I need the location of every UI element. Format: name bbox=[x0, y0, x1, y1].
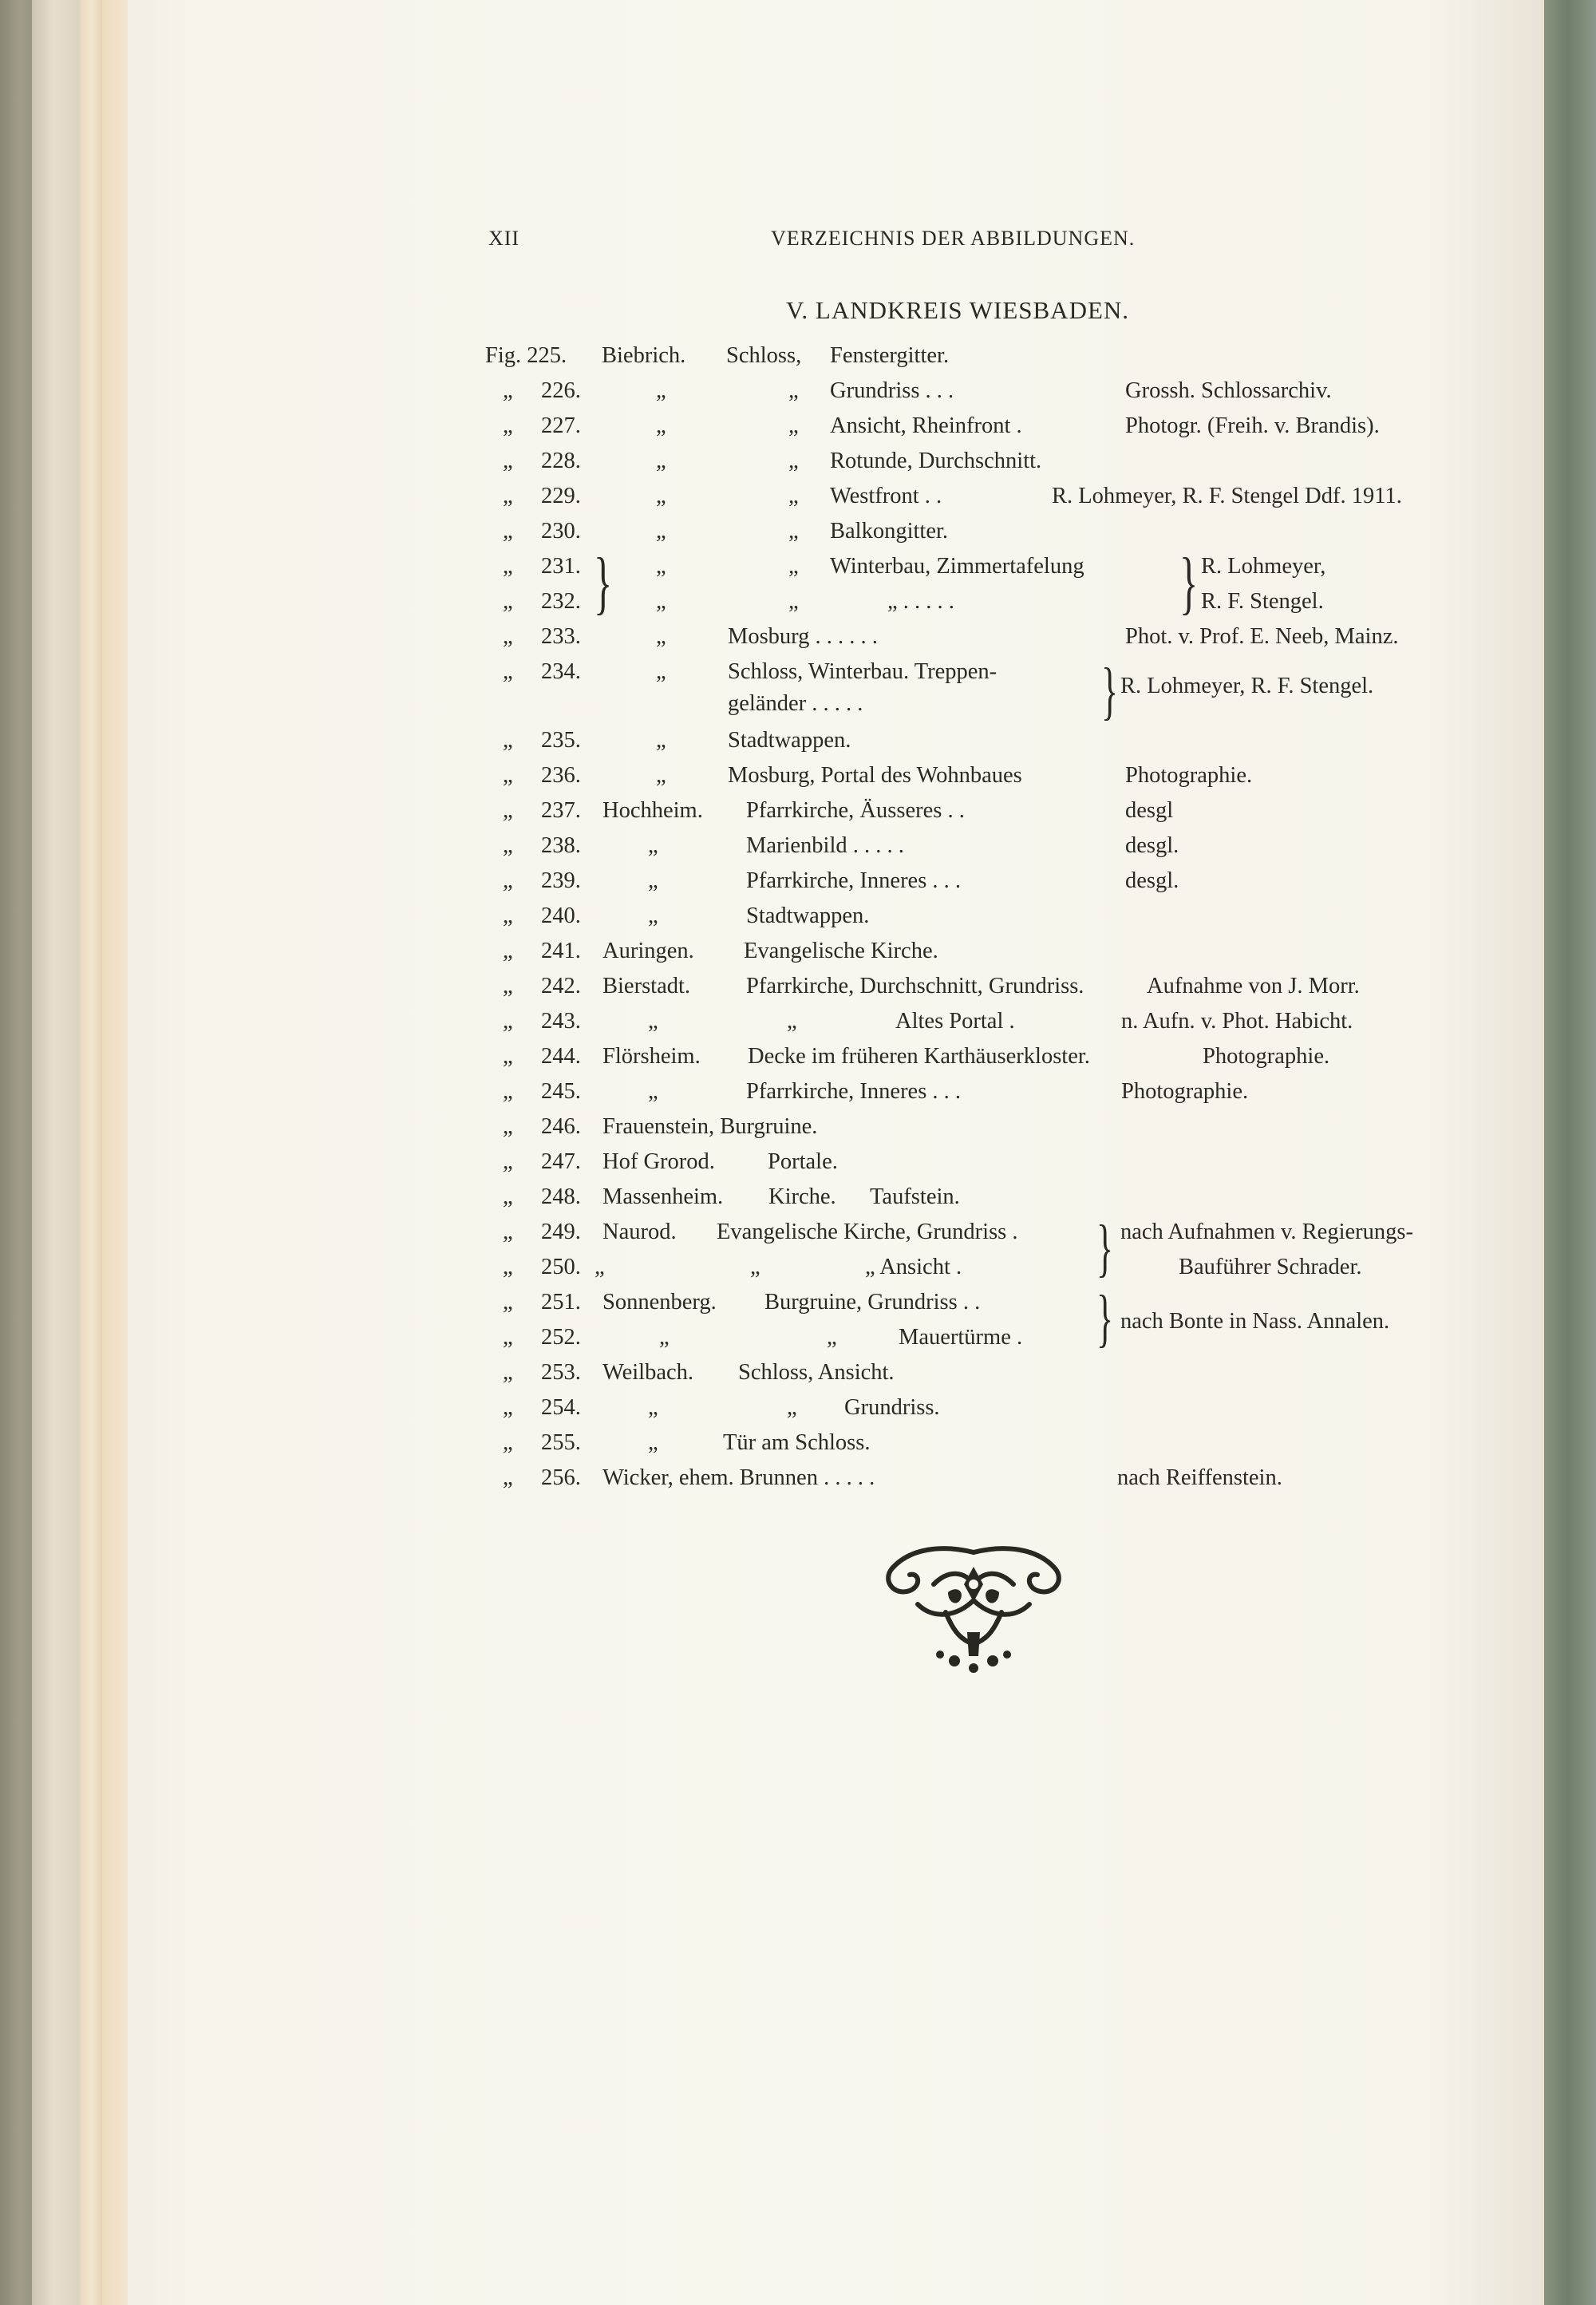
ditto-mark: „ bbox=[503, 763, 513, 788]
ditto-mark: „ bbox=[656, 624, 666, 649]
object-name: Tür am Schloss. bbox=[723, 1430, 871, 1455]
running-title: VERZEICHNIS DER ABBILDUNGEN. bbox=[771, 227, 1136, 250]
figure-description: Grundriss. bbox=[844, 1395, 940, 1420]
figure-number: 245. bbox=[541, 1079, 581, 1104]
ditto-mark: „ bbox=[656, 413, 666, 438]
ditto-mark: „ bbox=[648, 1079, 658, 1104]
object-name: Kirche. bbox=[768, 1184, 836, 1209]
image-credit: desgl bbox=[1125, 798, 1174, 823]
ditto-mark: „ bbox=[503, 519, 513, 544]
figure-number: 236. bbox=[541, 763, 581, 788]
ditto-mark: „ bbox=[503, 1184, 513, 1209]
object-name: Schloss, Winterbau. Treppen- bbox=[728, 659, 998, 684]
figure-description: Taufstein. bbox=[870, 1184, 960, 1209]
object-name: Pfarrkirche, Durchschnitt, Grundriss. bbox=[746, 974, 1084, 998]
figure-description: „ . . . . . bbox=[887, 589, 954, 614]
book-cover-edge-right bbox=[1540, 0, 1596, 2305]
page-number: XII bbox=[488, 227, 520, 250]
ditto-mark: „ bbox=[503, 589, 513, 614]
ditto-mark: „ bbox=[503, 728, 513, 753]
figure-number: 250. bbox=[541, 1255, 581, 1279]
ditto-mark: „ bbox=[503, 1114, 513, 1139]
figure-number: 226. bbox=[541, 378, 581, 403]
place-name: Hof Grorod. bbox=[602, 1149, 715, 1174]
ditto-mark: „ bbox=[503, 484, 513, 508]
object-name: Marienbild . . . . . bbox=[746, 833, 904, 858]
figure-number: 227. bbox=[541, 413, 581, 438]
image-credit: Photographie. bbox=[1203, 1044, 1330, 1069]
place-name: Weilbach. bbox=[602, 1360, 694, 1385]
ditto-mark: „ bbox=[648, 1009, 658, 1034]
ditto-mark: „ bbox=[503, 1044, 513, 1069]
ditto-mark: „ bbox=[503, 1149, 513, 1174]
ditto-mark: „ bbox=[656, 449, 666, 473]
figure-number: 253. bbox=[541, 1360, 581, 1385]
ditto-mark: „ bbox=[788, 449, 799, 473]
place-name: Biebrich. bbox=[602, 343, 686, 368]
place-name: Hochheim. bbox=[602, 798, 703, 823]
figure-number: 256. bbox=[541, 1465, 581, 1490]
object-name: Pfarrkirche, Inneres . . . bbox=[746, 868, 962, 893]
image-credit: desgl. bbox=[1125, 868, 1179, 893]
figure-number: 246. bbox=[541, 1114, 581, 1139]
section-title: V. LANDKREIS WIESBADEN. bbox=[786, 296, 1130, 324]
ditto-mark: „ bbox=[750, 1255, 760, 1279]
figure-number: 233. bbox=[541, 624, 581, 649]
object-name: Evangelische Kirche. bbox=[744, 939, 938, 963]
ditto-mark: „ bbox=[503, 1009, 513, 1034]
figure-number: 249. bbox=[541, 1220, 581, 1244]
figure-number: 231. bbox=[541, 554, 581, 579]
object-name: Pfarrkirche, Inneres . . . bbox=[746, 1079, 962, 1104]
ditto-mark: „ bbox=[503, 1325, 513, 1350]
figure-number: 240. bbox=[541, 903, 581, 928]
image-credit: Phot. v. Prof. E. Neeb, Mainz. bbox=[1125, 624, 1399, 649]
figure-description: geländer . . . . . bbox=[728, 691, 863, 716]
object-name: Burgruine, Grundriss . . bbox=[764, 1290, 981, 1315]
ditto-mark: „ bbox=[656, 763, 666, 788]
ditto-mark: „ bbox=[827, 1325, 837, 1350]
ditto-mark: „ bbox=[648, 903, 658, 928]
image-credit: nach Reiffenstein. bbox=[1117, 1465, 1282, 1490]
figure-number: 248. bbox=[541, 1184, 581, 1209]
figure-number: 244. bbox=[541, 1044, 581, 1069]
ditto-mark: „ bbox=[656, 519, 666, 544]
ditto-mark: „ bbox=[503, 1290, 513, 1315]
image-credit: nach Aufnahmen v. Regierungs- bbox=[1120, 1220, 1413, 1244]
image-credit: Photographie. bbox=[1125, 763, 1253, 788]
ditto-mark: „ bbox=[503, 1220, 513, 1244]
figure-description: Mauertürme . bbox=[899, 1325, 1023, 1350]
image-credit: n. Aufn. v. Phot. Habicht. bbox=[1121, 1009, 1353, 1034]
place-name: Frauenstein, Burgruine. bbox=[602, 1114, 818, 1139]
object-name: Schloss, Ansicht. bbox=[738, 1360, 895, 1385]
figure-number: 252. bbox=[541, 1325, 581, 1350]
image-credit: Grossh. Schlossarchiv. bbox=[1125, 378, 1332, 403]
object-name: Decke im früheren Karthäuserkloster. bbox=[748, 1044, 1090, 1069]
ditto-mark: „ bbox=[503, 833, 513, 858]
object-name: Schloss, bbox=[726, 343, 802, 368]
ditto-mark: „ bbox=[503, 413, 513, 438]
ditto-mark: „ bbox=[656, 728, 666, 753]
place-name: Naurod. bbox=[602, 1220, 677, 1244]
ornament-vignette-icon bbox=[878, 1536, 1069, 1676]
brace-right: } bbox=[1096, 1283, 1114, 1354]
image-credit: R. F. Stengel. bbox=[1201, 589, 1324, 614]
brace-right: } bbox=[1101, 656, 1119, 726]
ditto-mark: „ bbox=[656, 659, 666, 684]
place-name: Massenheim. bbox=[602, 1184, 724, 1209]
ditto-mark: „ bbox=[788, 519, 799, 544]
figure-description: Ansicht, Rheinfront . bbox=[830, 413, 1022, 438]
ditto-mark: „ bbox=[503, 939, 513, 963]
figure-number: 230. bbox=[541, 519, 581, 544]
figure-number: 254. bbox=[541, 1395, 581, 1420]
image-credit: R. Lohmeyer, bbox=[1201, 554, 1326, 579]
brace-right: } bbox=[1179, 544, 1199, 622]
image-credit: R. Lohmeyer, R. F. Stengel. bbox=[1120, 674, 1374, 698]
ditto-mark: „ bbox=[503, 554, 513, 579]
ditto-mark: „ bbox=[503, 1255, 513, 1279]
ditto-mark: „ bbox=[656, 378, 666, 403]
figure-description: Westfront . . bbox=[830, 484, 942, 508]
image-credit: Aufnahme von J. Morr. bbox=[1147, 974, 1360, 998]
ditto-mark: „ bbox=[656, 484, 666, 508]
figure-number: 241. bbox=[541, 939, 581, 963]
figure-description: Fenstergitter. bbox=[830, 343, 950, 368]
book-cover-edge bbox=[0, 0, 32, 2305]
ditto-mark: „ bbox=[787, 1395, 797, 1420]
ditto-mark: „ bbox=[656, 589, 666, 614]
ditto-mark: „ bbox=[503, 1360, 513, 1385]
figure-number: 235. bbox=[541, 728, 581, 753]
ditto-mark: „ bbox=[648, 868, 658, 893]
ditto-mark: „ bbox=[503, 974, 513, 998]
ditto-mark: „ bbox=[788, 413, 799, 438]
figure-description: Winterbau, Zimmertafelung bbox=[830, 554, 1084, 579]
figure-description: Grundriss . . . bbox=[830, 378, 954, 403]
figure-number: 237. bbox=[541, 798, 581, 823]
ditto-mark: „ bbox=[503, 1395, 513, 1420]
figure-number: 255. bbox=[541, 1430, 581, 1455]
ditto-mark: „ bbox=[659, 1325, 670, 1350]
figure-description: „ Ansicht . bbox=[865, 1255, 962, 1279]
image-credit: desgl. bbox=[1125, 833, 1179, 858]
place-name: Bierstadt. bbox=[602, 974, 691, 998]
object-name: Evangelische Kirche, Grundriss . bbox=[717, 1220, 1018, 1244]
ditto-mark: „ bbox=[503, 624, 513, 649]
figure-number: Fig. 225. bbox=[485, 343, 567, 368]
brace-right: } bbox=[1096, 1213, 1114, 1283]
image-credit: Bauführer Schrader. bbox=[1179, 1255, 1362, 1279]
ditto-mark: „ bbox=[503, 659, 513, 684]
ditto-mark: „ bbox=[503, 903, 513, 928]
ditto-mark: „ bbox=[503, 1465, 513, 1490]
figure-description: Altes Portal . bbox=[895, 1009, 1015, 1034]
ditto-mark: „ bbox=[648, 1430, 658, 1455]
ditto-mark: „ bbox=[503, 798, 513, 823]
ditto-mark: „ bbox=[648, 833, 658, 858]
figure-number: 234. bbox=[541, 659, 581, 684]
place-name: Auringen. bbox=[602, 939, 694, 963]
ditto-mark: „ bbox=[788, 554, 799, 579]
figure-number: 239. bbox=[541, 868, 581, 893]
image-credit: nach Bonte in Nass. Annalen. bbox=[1120, 1309, 1390, 1334]
ditto-mark: „ bbox=[788, 484, 799, 508]
object-name: Mosburg . . . . . . bbox=[728, 624, 878, 649]
place-name: Wicker, ehem. Brunnen . . . . . bbox=[602, 1465, 875, 1490]
brace-left: } bbox=[594, 544, 613, 622]
object-name: Portale. bbox=[768, 1149, 838, 1174]
image-credit: Photographie. bbox=[1121, 1079, 1249, 1104]
figure-description: Balkongitter. bbox=[830, 519, 949, 544]
figure-number: 229. bbox=[541, 484, 581, 508]
ditto-mark: „ bbox=[503, 1079, 513, 1104]
figure-number: 242. bbox=[541, 974, 581, 998]
ditto-mark: „ bbox=[787, 1009, 797, 1034]
image-credit: R. Lohmeyer, R. F. Stengel Ddf. 1911. bbox=[1052, 484, 1402, 508]
object-name: Pfarrkirche, Äusseres . . bbox=[746, 798, 965, 823]
ditto-mark: „ bbox=[788, 378, 799, 403]
object-name: Mosburg, Portal des Wohnbaues bbox=[728, 763, 1022, 788]
image-credit: Photogr. (Freih. v. Brandis). bbox=[1125, 413, 1380, 438]
ditto-mark: „ bbox=[788, 589, 799, 614]
ditto-mark: „ bbox=[648, 1395, 658, 1420]
figure-number: 232. bbox=[541, 589, 581, 614]
ditto-mark: „ bbox=[503, 868, 513, 893]
ditto-mark: „ bbox=[503, 378, 513, 403]
ditto-mark: „ bbox=[656, 554, 666, 579]
figure-number: 243. bbox=[541, 1009, 581, 1034]
figure-number: 228. bbox=[541, 449, 581, 473]
figure-number: 251. bbox=[541, 1290, 581, 1315]
object-name: Stadtwappen. bbox=[746, 903, 870, 928]
figure-number: 247. bbox=[541, 1149, 581, 1174]
page-stack-edge bbox=[80, 0, 104, 2305]
object-name: Stadtwappen. bbox=[728, 728, 851, 753]
place-name: Sonnenberg. bbox=[602, 1290, 717, 1315]
place-name: Flörsheim. bbox=[602, 1044, 701, 1069]
figure-description: Rotunde, Durchschnitt. bbox=[830, 449, 1042, 473]
ditto-mark: „ bbox=[595, 1255, 605, 1279]
figure-number: 238. bbox=[541, 833, 581, 858]
ditto-mark: „ bbox=[503, 449, 513, 473]
ditto-mark: „ bbox=[503, 1430, 513, 1455]
